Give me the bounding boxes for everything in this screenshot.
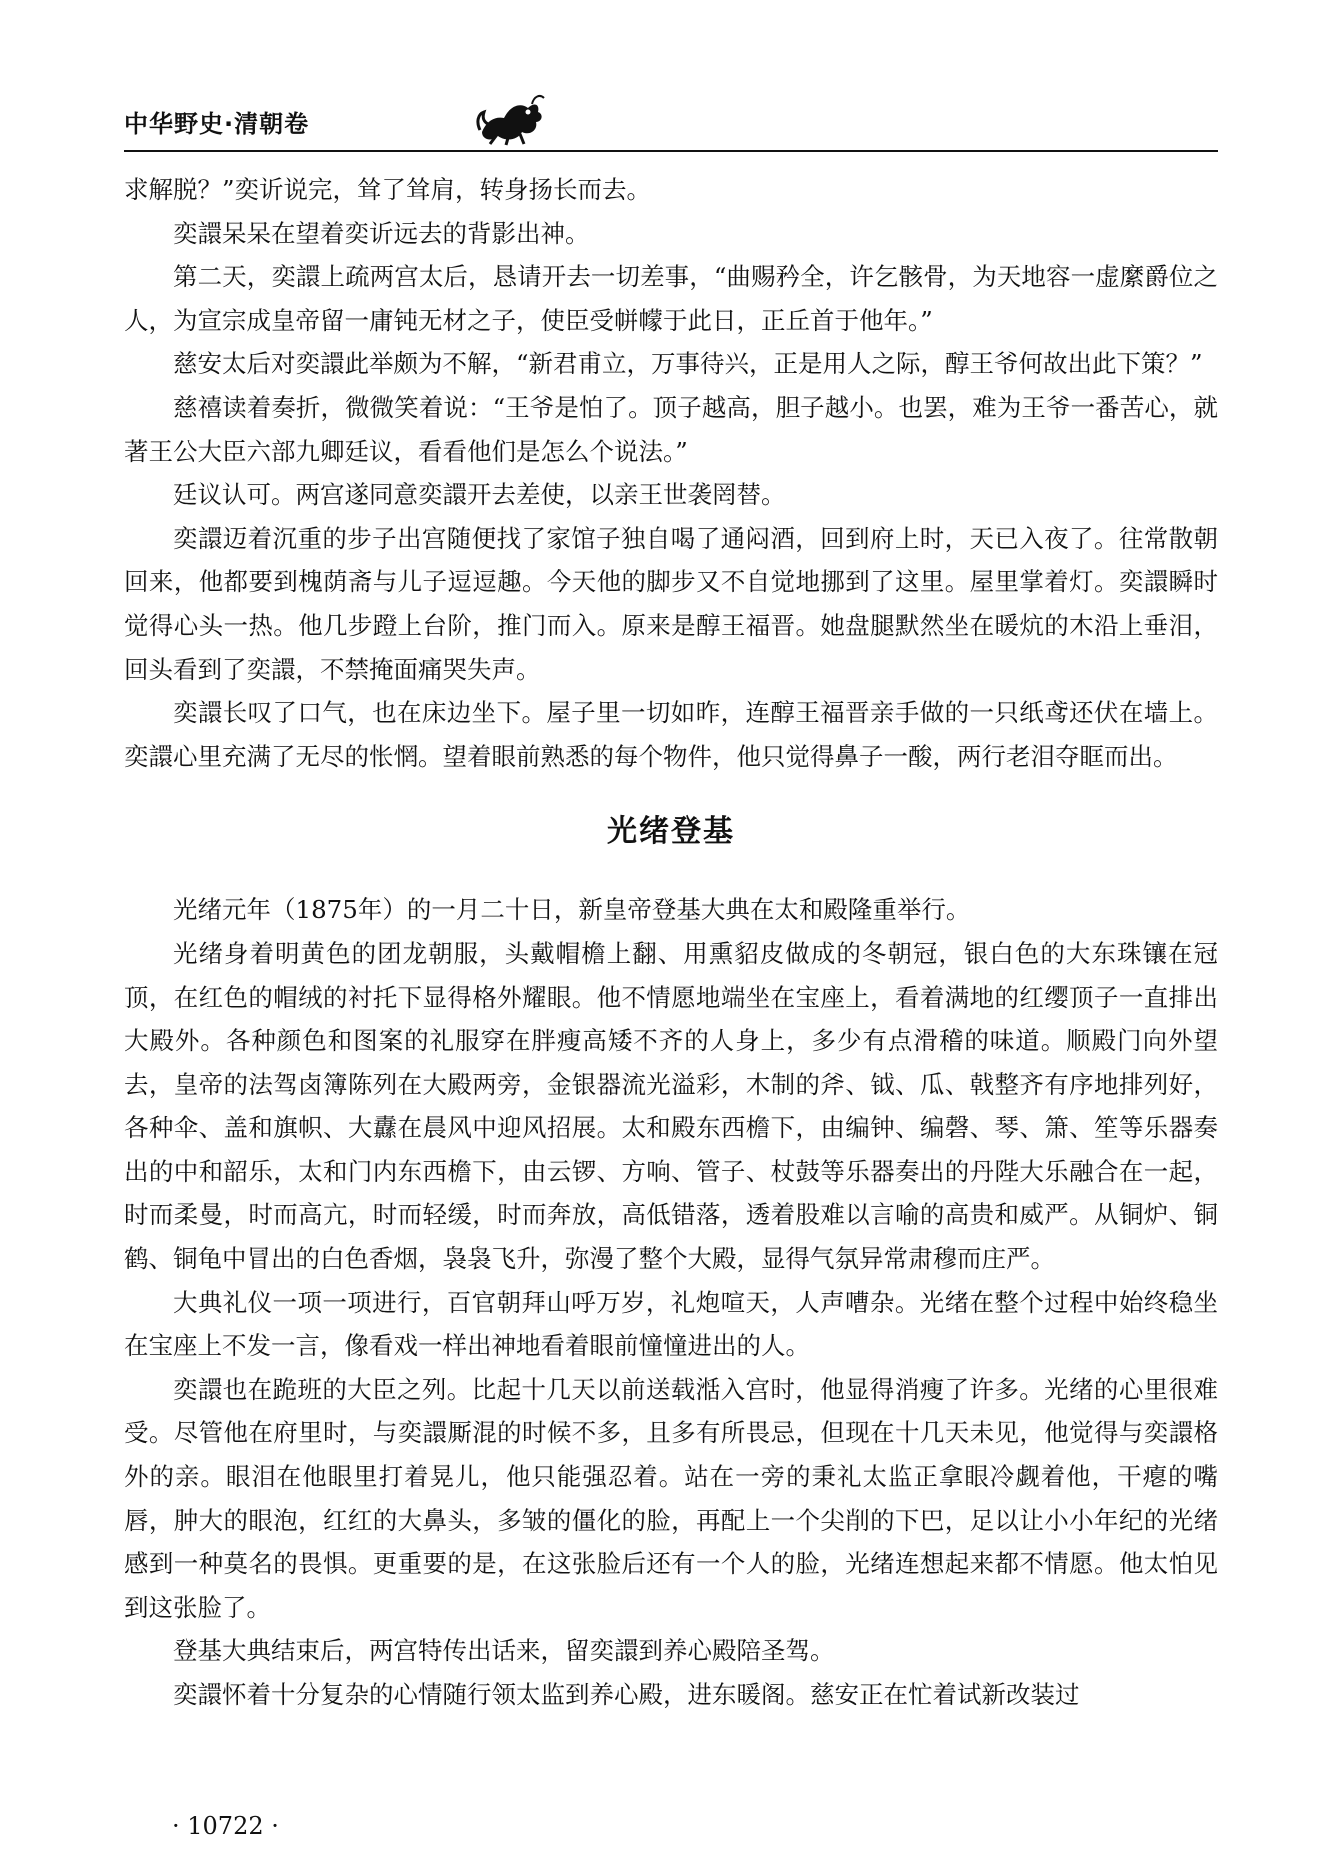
- paragraph: 奕譞呆呆在望着奕䜣远去的背影出神。: [173, 218, 590, 248]
- paragraph: 光绪身着明黄色的团龙朝服，头戴帽檐上翻、用熏貂皮做成的冬朝冠，银白色的大东珠镶在冠顶，在红色的帽绒的衬托下显得格外耀眼。他不情愿地端坐在宝座上，看着满地的红缨顶子一直排出大殿外。各种颜色和图案的礼服穿在胖瘦高矮不齐的人身上，多少有点滑稽的味道。顺殿门向外望去，皇帝的法驾卤簿陈列在大殿两旁，金银器流光溢彩，木制的斧、钺、瓜、戟整齐有序地排列好，各种伞、盖和旗帜、大纛在晨风中迎风招展。太和殿东西檐下，由编钟、编磬、琴、箫、笙等乐器奏出的中和韶乐，太和门内东西檐下，由云锣、方响、管子、杖鼓等乐器奏出的丹陛大乐融合在一起，时而柔曼，时而高亢，时而轻缓，时而奔放，高低错落，透着股难以言喻的高贵和威严。从铜炉、铜鹤、铜龟中冒出的白色香烟，袅袅飞升，弥漫了整个大殿，显得气氛异常肃穆而庄严。: [124, 938, 1218, 1274]
- paragraph: 奕譞也在跪班的大臣之列。比起十几天以前送载湉入宫时，他显得消瘦了许多。光绪的心里很难受。尽管他在府里时，与奕譞厮混的时候不多，且多有所畏忌，但现在十几天未见，他觉得与奕譞格外的亲。眼泪在他眼里打着晃儿，他只能强忍着。站在一旁的秉礼太监正拿眼冷觑着他，干瘪的嘴唇，肿大的眼泡，红红的大鼻头，多皱的僵化的脸，再配上一个尖削的下巴，足以让小小年纪的光绪感到一种莫名的畏惧。更重要的是，在这张脸后还有一个人的脸，光绪连想起来都不情愿。他太怕见到这张脸了。: [124, 1374, 1218, 1622]
- paragraph: 奕譞迈着沉重的步子出宫随便找了家馆子独自喝了通闷酒，回到府上时，天已入夜了。往常散朝回来，他都要到槐荫斋与儿子逗逗趣。今天他的脚步又不自觉地挪到了这里。屋里掌着灯。奕譞瞬时觉得心头一热。他几步蹬上台阶，推门而入。原来是醇王福晋。她盘腿默然坐在暖炕的木沿上垂泪，回头看到了奕譞，不禁掩面痛哭失声。: [124, 523, 1218, 684]
- paragraph: 奕譞怀着十分复杂的心情随行领太监到养心殿，进东暖阁。慈安正在忙着试新改装过: [173, 1680, 1080, 1709]
- paragraph: 慈禧读着奏折，微微笑着说：“王爷是怕了。顶子越高，胆子越小。也罢，难为王爷一番苦心，就著王公大臣六部九卿廷议，看看他们是怎么个说法。”: [124, 392, 1218, 466]
- paragraph: 慈安太后对奕譞此举颇为不解，“新君甫立，万事待兴，正是用人之际，醇王爷何故出此下策？”: [173, 349, 1203, 379]
- section-title: 光绪登基: [607, 814, 735, 850]
- paragraph: 光绪元年（1875年）的一月二十日，新皇帝登基大典在太和殿隆重举行。: [173, 895, 971, 925]
- paragraph: 第二天，奕譞上疏两宫太后，恳请开去一切差事，“曲赐矜全，许乞骸骨，为天地容一虚縻爵位之人，为宣宗成皇帝留一庸钝无材之子，使臣受帡幪于此日，正丘首于他年。”: [124, 262, 1218, 335]
- page-body: [124, 168, 1218, 1717]
- running-title: 中华野史·清朝卷: [124, 110, 310, 138]
- page-header: [124, 92, 1218, 152]
- dragon-emblem-icon: [474, 92, 546, 146]
- header-divider: [124, 150, 1218, 152]
- paragraph: 大典礼仪一项一项进行，百官朝拜山呼万岁，礼炮喧天，人声嘈杂。光绪在整个过程中始终稳坐在宝座上不发一言，像看戏一样出神地看着眼前憧憧进出的人。: [124, 1287, 1218, 1361]
- paragraph: 登基大典结束后，两宫特传出话来，留奕譞到养心殿陪圣驾。: [173, 1636, 835, 1666]
- paragraph: 廷议认可。两宫遂同意奕譞开去差使，以亲王世袭罔替。: [173, 480, 786, 510]
- paragraph: 奕譞长叹了口气，也在床边坐下。屋子里一切如昨，连醇王福晋亲手做的一只纸鸢还伏在墙上。奕譞心里充满了无尽的怅惘。望着眼前熟悉的每个物件，他只觉得鼻子一酸，两行老泪夺眶而出。: [124, 698, 1218, 771]
- paragraph: 求解脱？”奕䜣说完，耸了耸肩，转身扬长而去。: [124, 175, 652, 204]
- page-number: · 10722 ·: [172, 1812, 279, 1840]
